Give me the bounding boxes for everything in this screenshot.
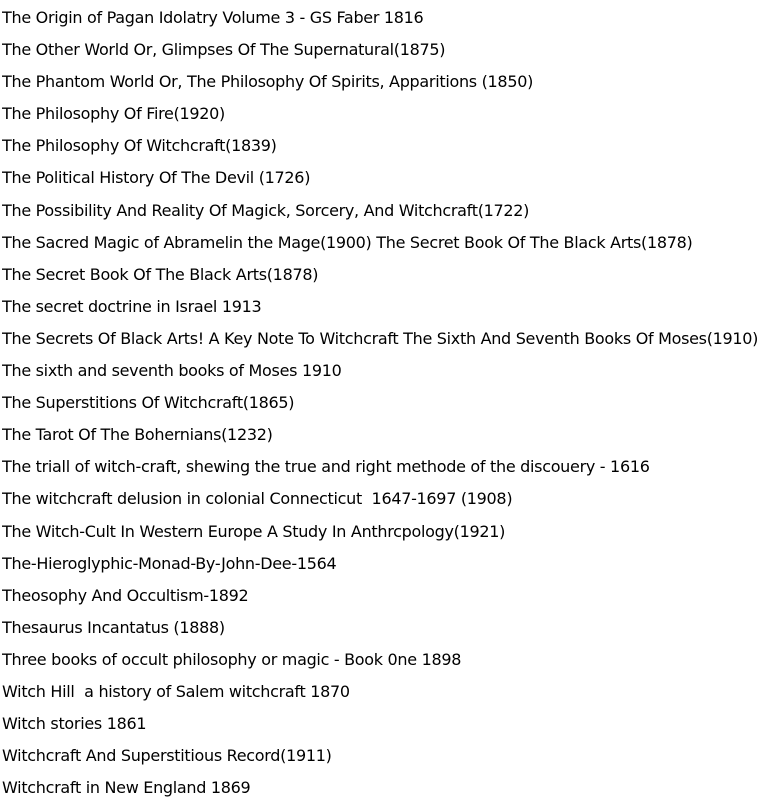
- list-item[interactable]: The Witch-Cult In Western Europe A Study In Anthrcpology(1921): [2, 521, 506, 541]
- list-item[interactable]: The sixth and seventh books of Moses 1910: [2, 361, 342, 381]
- list-item[interactable]: The Secret Book Of The Black Arts(1878): [2, 264, 319, 284]
- file-list: [2, 2, 775, 804]
- list-item[interactable]: The Philosophy Of Fire(1920): [2, 104, 225, 124]
- list-item[interactable]: The Possibility And Reality Of Magick, Sorcery, And Witchcraft(1722): [2, 200, 530, 220]
- list-item[interactable]: Theosophy And Occultism-1892: [2, 585, 249, 605]
- list-item[interactable]: Witch stories 1861: [2, 714, 147, 734]
- list-item[interactable]: The Secrets Of Black Arts! A Key Note To Witchcraft The Sixth And Seventh Books Of Moses(1910): [2, 328, 759, 348]
- list-item[interactable]: Three books of occult philosophy or magic - Book 0ne 1898: [2, 649, 462, 669]
- list-item[interactable]: Thesaurus Incantatus (1888): [2, 617, 225, 637]
- list-item[interactable]: The Sacred Magic of Abramelin the Mage(1900) The Secret Book Of The Black Arts(1878): [2, 232, 693, 252]
- list-item[interactable]: Witchcraft And Superstitious Record(1911): [2, 746, 332, 766]
- list-item[interactable]: The Phantom World Or, The Philosophy Of Spirits, Apparitions (1850): [2, 72, 534, 92]
- list-item[interactable]: The witchcraft delusion in colonial Connecticut 1647-1697 (1908): [2, 489, 513, 509]
- list-item[interactable]: Witch Hill a history of Salem witchcraft 1870: [2, 681, 350, 701]
- list-item[interactable]: The Political History Of The Devil (1726): [2, 168, 311, 188]
- list-item[interactable]: The Superstitions Of Witchcraft(1865): [2, 393, 295, 413]
- list-item[interactable]: The Other World Or, Glimpses Of The Supernatural(1875): [2, 40, 446, 60]
- list-item[interactable]: The-Hieroglyphic-Monad-By-John-Dee-1564: [2, 553, 337, 573]
- list-item[interactable]: The secret doctrine in Israel 1913: [2, 296, 262, 316]
- list-item[interactable]: The triall of witch-craft, shewing the true and right methode of the discouery - 1616: [2, 457, 650, 477]
- list-item[interactable]: Witchcraft in New England 1869: [2, 778, 251, 798]
- list-item[interactable]: The Philosophy Of Witchcraft(1839): [2, 136, 277, 156]
- list-item[interactable]: The Origin of Pagan Idolatry Volume 3 - GS Faber 1816: [2, 8, 424, 27]
- list-item[interactable]: The Tarot Of The Bohernians(1232): [2, 425, 273, 445]
